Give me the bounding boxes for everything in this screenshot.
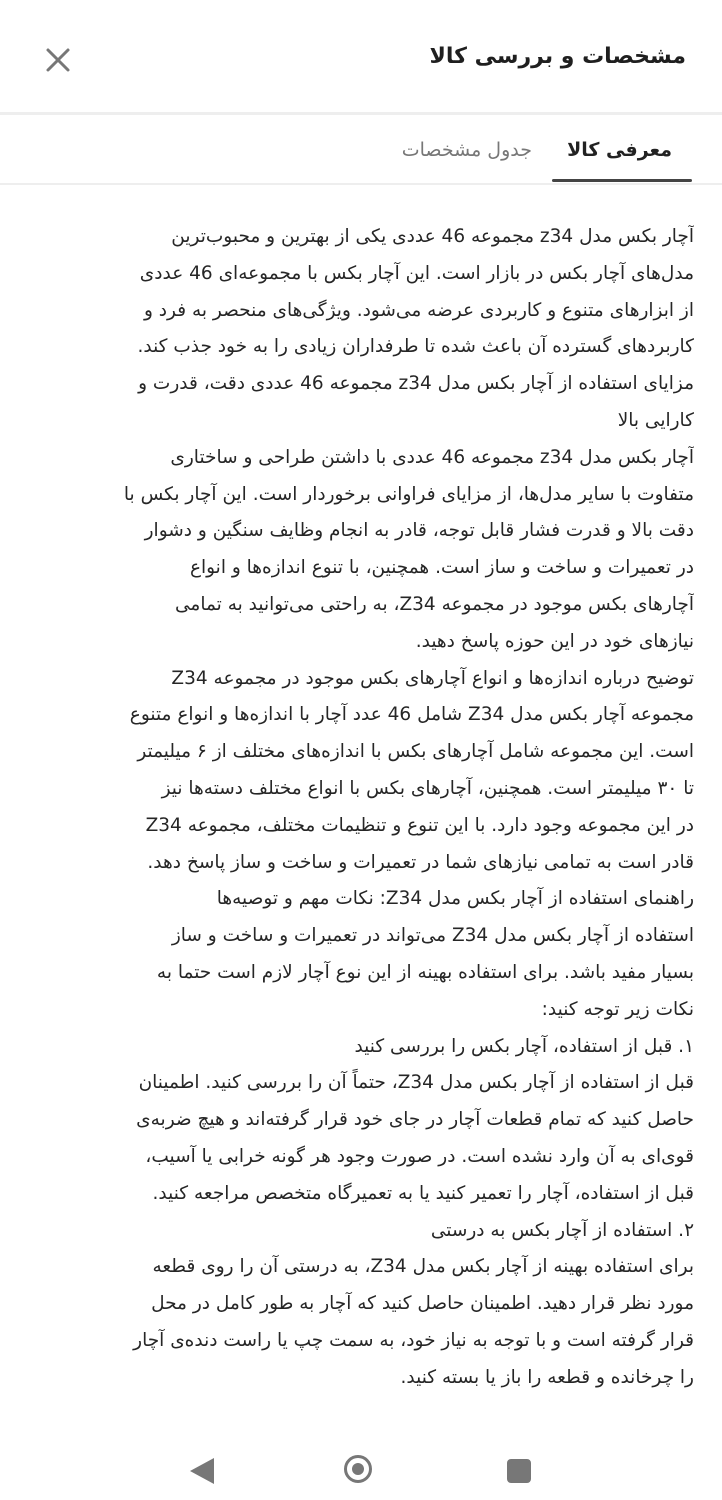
description-line: در این مجموعه وجود دارد. با این تنوع و تنظیمات مختلف، مجموعه Z34	[145, 814, 694, 836]
description-line: ۲. استفاده از آچار بکس به درستی	[430, 1219, 694, 1241]
description-line: بسیار مفید باشد. برای استفاده بهینه از این نوع آچار لازم است حتما به	[156, 961, 694, 983]
product-description	[30, 219, 694, 1397]
description-line: قرار گرفته است و با توجه به نیاز خود، به سمت چپ یا راست دنده‌ی آچار	[133, 1329, 694, 1351]
description-line: است. این مجموعه شامل آچارهای بکس با اندازه‌های مختلف از ۶ میلیمتر	[137, 741, 694, 763]
description-line: مورد نظر قرار دهید. اطمینان حاصل کنید که آچار به طور کامل در محل	[151, 1293, 694, 1315]
description-line: برای استفاده بهینه از آچار بکس مدل Z34، به درستی آن را روی قطعه	[152, 1256, 694, 1278]
close-button[interactable]	[44, 46, 72, 74]
description-line: نیازهای خود در این حوزه پاسخ دهید.	[415, 630, 694, 652]
description-line: توضیح درباره اندازه‌ها و انواع آچارهای بکس موجود در مجموعه Z34	[171, 667, 694, 689]
tab-bar	[0, 115, 722, 185]
tabs-divider	[0, 183, 722, 185]
recent-apps-square-icon[interactable]	[507, 1459, 531, 1483]
description-line: مدل‌های آچار بکس در بازار است. این آچار بکس با مجموعه‌ای 46 عددی	[139, 262, 694, 284]
description-line: مجموعه آچار بکس مدل Z34 شامل 46 عدد آچار با اندازه‌ها و انواع متنوع	[129, 704, 694, 726]
description-line: حاصل کنید که تمام قطعات آچار در جای خود قرار گرفته‌اند و هیچ ضربه‌ی	[136, 1109, 694, 1131]
description-line: قوی‌ای به آن وارد نشده است. در صورت وجود هر گونه خرابی یا آسیب،	[145, 1145, 694, 1167]
description-line: متفاوت با سایر مدل‌ها، از مزایای فراوانی برخوردار است. این آچار بکس با	[123, 483, 694, 505]
description-line: آچارهای بکس موجود در مجموعه Z34، به راحتی می‌توانید به تمامی	[175, 593, 694, 615]
description-line: آچار بکس مدل z34 مجموعه 46 عددی یکی از بهترین و محبوب‌ترین	[171, 226, 694, 247]
description-line: کاربردهای گسترده آن باعث شده تا طرفداران زیادی را به خود جذب کند.	[137, 336, 694, 358]
description-line: از ابزارهای متنوع و کاربردی عرضه می‌شود. ویژگی‌های منحصر به فرد و	[143, 299, 694, 321]
header	[0, 0, 722, 112]
description-line: قبل از استفاده از آچار بکس مدل Z34، حتماً آن را بررسی کنید. اطمینان	[138, 1072, 694, 1094]
description-line: استفاده از آچار بکس مدل Z34 می‌تواند در تعمیرات و ساخت و ساز	[171, 925, 694, 947]
description-line: تا ۳۰ میلیمتر است. همچنین، آچارهای بکس با انواع مختلف دسته‌ها نیز	[161, 777, 694, 799]
description-line: نکات زیر توجه کنید:	[541, 998, 694, 1020]
description-line: در تعمیرات و ساخت و ساز است. همچنین، با تنوع اندازه‌ها و انواع	[189, 557, 694, 579]
home-circle-icon[interactable]	[344, 1455, 372, 1483]
active-tab-indicator	[552, 179, 692, 182]
description-line: قبل از استفاده، آچار را تعمیر کنید یا به تعمیرگاه متخصص مراجعه کنید.	[152, 1182, 694, 1204]
description-line: راهنمای استفاده از آچار بکس مدل Z34: نکات مهم و توصیه‌ها	[216, 888, 694, 910]
close-icon	[44, 46, 72, 74]
description-line: کارایی بالا	[617, 409, 694, 431]
description-line: مزایای استفاده از آچار بکس مدل z34 مجموعه 46 عددی دقت، قدرت و	[138, 373, 694, 395]
tab-specifications[interactable]: جدول مشخصات	[401, 139, 532, 161]
system-nav-bar	[0, 1440, 722, 1500]
description-line: دقت بالا و قدرت فشار قابل توجه، قادر به انجام وظایف سنگین و دشوار	[144, 520, 694, 542]
back-triangle-icon[interactable]	[190, 1458, 214, 1484]
description-line: ۱. قبل از استفاده، آچار بکس را بررسی کنید	[354, 1035, 694, 1057]
description-line: آچار بکس مدل z34 مجموعه 46 عددی با داشتن طراحی و ساختاری	[170, 446, 694, 468]
description-line: قادر است به تمامی نیازهای شما در تعمیرات و ساخت و ساز پاسخ دهد.	[147, 851, 694, 873]
page-title: مشخصات و بررسی کالا	[429, 44, 686, 69]
description-line: را چرخانده و قطعه را باز یا بسته کنید.	[400, 1366, 694, 1388]
tab-product-intro[interactable]: معرفی کالا	[567, 139, 672, 161]
